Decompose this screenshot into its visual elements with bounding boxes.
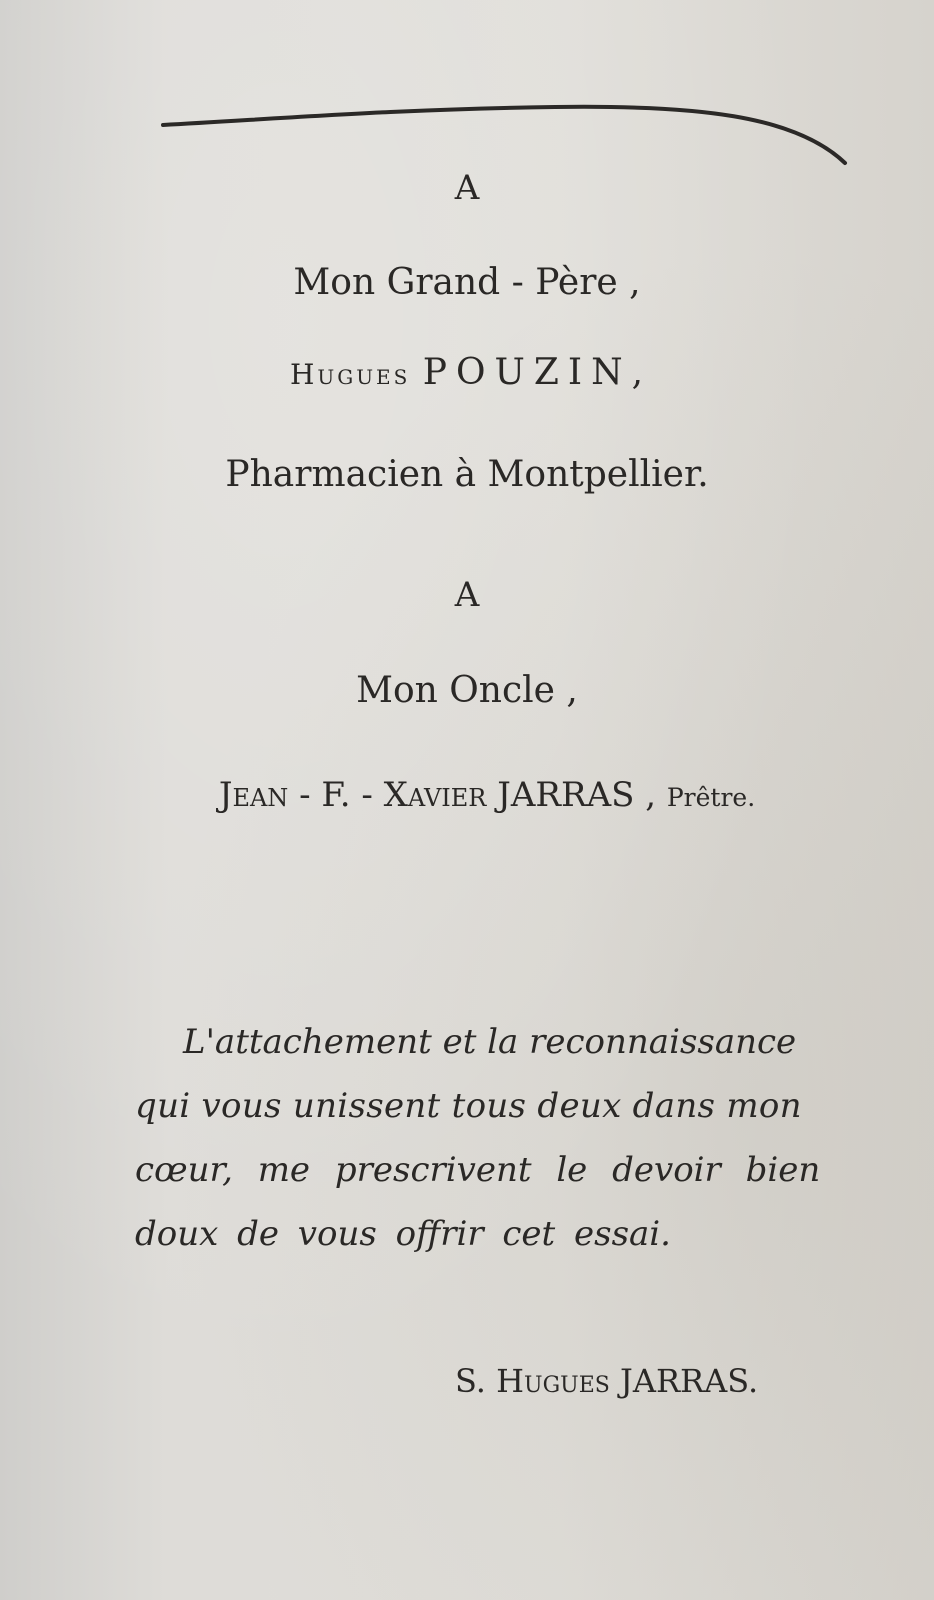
dedication-2-middle-name: Xavier (383, 775, 487, 815)
dedication-2-sep: - F. - (288, 775, 384, 815)
dedication-2-title: Prêtre. (666, 783, 756, 812)
decorative-rule (155, 95, 855, 175)
dedication-1-relation: Mon Grand - Père , (293, 262, 641, 303)
dedication-paragraph (135, 1010, 865, 1266)
paragraph-line: doux de vous offrir cet essai. (135, 1214, 671, 1254)
paragraph-line: qui vous unissent tous deux dans mon (135, 1086, 802, 1126)
paragraph-line: L'attachement et la reconnaissance (183, 1022, 797, 1062)
signature-initial: S. (455, 1362, 486, 1400)
dedication-2-name-punct: , (634, 775, 667, 815)
dedication-1-name-punct: , (631, 352, 645, 393)
dedication-2-last-name: JARRAS (497, 775, 635, 815)
signature-first-name: Hugues (496, 1362, 610, 1400)
dedication-1-last-name: POUZIN (422, 352, 632, 393)
paragraph-line: cœur, me prescrivent le devoir bien (135, 1150, 821, 1190)
dedication-1-name (0, 352, 934, 393)
dedication-2-prefix: A (454, 575, 480, 615)
signature (455, 1362, 758, 1400)
dedication-1-prefix: A (454, 168, 480, 208)
signature-last-name: JARRAS. (620, 1362, 759, 1400)
dedication-1-first-name: Hugues (289, 358, 411, 391)
dedication-2-first-name: Jean (218, 775, 289, 815)
dedication-1-title: Pharmacien à Montpellier. (225, 454, 709, 495)
dedication-2-name (0, 775, 934, 815)
dedication-2-relation: Mon Oncle , (356, 670, 578, 711)
